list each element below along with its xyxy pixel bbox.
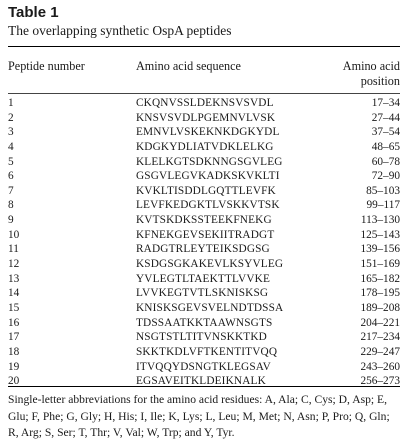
header-position-line2: position bbox=[360, 74, 400, 88]
amino-acid-position: 204–221 bbox=[360, 316, 400, 329]
amino-acid-position: 99–117 bbox=[366, 199, 400, 212]
amino-acid-position: 178–195 bbox=[360, 287, 400, 300]
amino-acid-position: 60–78 bbox=[371, 155, 400, 168]
peptide-number: 11 bbox=[8, 243, 19, 256]
amino-acid-position: 165–182 bbox=[360, 272, 400, 285]
amino-acid-position: 139–156 bbox=[360, 243, 400, 256]
amino-acid-sequence: KDGKYDLIATVDKLELKG bbox=[136, 140, 274, 153]
amino-acid-position: 189–208 bbox=[360, 301, 400, 314]
amino-acid-position: 72–90 bbox=[371, 170, 400, 183]
amino-acid-sequence: EGSAVEITKLDEIKNALK bbox=[136, 375, 266, 388]
amino-acid-sequence: KVTSKDKSSTEEKFNEKG bbox=[136, 214, 272, 227]
amino-acid-position: 48–65 bbox=[371, 140, 400, 153]
amino-acid-position: 27–44 bbox=[371, 111, 400, 124]
amino-acid-sequence: ITVQQYDSNGTKLEGSAV bbox=[136, 360, 271, 373]
table-row bbox=[8, 96, 400, 111]
amino-acid-sequence: KNSVSVDLPGEMNVLVSK bbox=[136, 111, 276, 124]
peptide-number: 3 bbox=[8, 126, 14, 139]
amino-acid-position: 85–103 bbox=[366, 184, 400, 197]
table-row bbox=[8, 257, 400, 272]
table-row bbox=[8, 330, 400, 345]
table-row bbox=[8, 345, 400, 360]
table-row bbox=[8, 228, 400, 243]
amino-acid-position: 151–169 bbox=[360, 258, 400, 271]
peptide-number: 9 bbox=[8, 214, 14, 227]
header-amino-acid-sequence: Amino acid sequence bbox=[136, 59, 241, 73]
header-amino-acid-position bbox=[343, 59, 400, 89]
peptide-number: 4 bbox=[8, 140, 14, 153]
table-row bbox=[8, 360, 400, 375]
amino-acid-sequence: KFNEKGEVSEKIITRADGT bbox=[136, 228, 275, 241]
table-row bbox=[8, 169, 400, 184]
peptide-number: 1 bbox=[8, 97, 14, 109]
table-row bbox=[8, 125, 400, 140]
amino-acid-sequence: RADGTRLEYTEIKSDGSG bbox=[136, 243, 270, 256]
table-row bbox=[8, 272, 400, 287]
table-row bbox=[8, 213, 400, 228]
header-position-line1: Amino acid bbox=[342, 59, 400, 73]
top-rule bbox=[8, 46, 400, 47]
amino-acid-sequence: LEVFKEDGKTLVSKKVTSK bbox=[136, 199, 280, 212]
peptide-number: 13 bbox=[8, 272, 20, 285]
table-row bbox=[8, 316, 400, 331]
amino-acid-sequence: GSGVLEGVKADKSKVKLTI bbox=[136, 170, 280, 183]
peptide-number: 2 bbox=[8, 111, 14, 124]
amino-acid-sequence: TDSSAATKKTAAWNSGTS bbox=[136, 316, 273, 329]
amino-acid-sequence: NSGTSTLTITVNSKKTKD bbox=[136, 331, 267, 344]
peptide-number: 15 bbox=[8, 301, 20, 314]
table-row bbox=[8, 242, 400, 257]
header-rule bbox=[8, 93, 400, 94]
amino-acid-sequence: EMNVLVSKEKNKDGKYDL bbox=[136, 126, 280, 139]
bottom-rule bbox=[8, 386, 400, 387]
peptide-number: 5 bbox=[8, 155, 14, 168]
amino-acid-sequence: YVLEGTLTAEKTTLVVKE bbox=[136, 272, 270, 285]
amino-acid-position: 229–247 bbox=[360, 345, 400, 358]
table-row bbox=[8, 155, 400, 170]
peptide-number: 10 bbox=[8, 228, 20, 241]
table-footnote: Single-letter abbreviations for the amino acid residues: A, Ala; C, Cys; D, Asp; E, Glu; F, Phe; G, Gly; H, His; I, Ile; K, Lys; L, Leu; M, Met; N, Asn; P, Pro; Q, Gln; R, Arg; S, Ser; T, Thr; V, Val; W, Trp; and Y, Tyr. bbox=[8, 393, 390, 439]
amino-acid-sequence: KSDGSGKAKEVLKSYVLEG bbox=[136, 258, 284, 271]
peptide-number: 19 bbox=[8, 360, 20, 373]
peptide-number: 14 bbox=[8, 287, 20, 300]
peptide-number: 6 bbox=[8, 170, 14, 183]
amino-acid-sequence: CKQNVSSLDEKNSVSVDL bbox=[136, 97, 274, 109]
peptide-number: 17 bbox=[8, 331, 20, 344]
table-row bbox=[8, 184, 400, 199]
amino-acid-sequence: LVVKEGTVTLSKNISKSG bbox=[136, 287, 269, 300]
peptide-number: 18 bbox=[8, 345, 20, 358]
table-row bbox=[8, 140, 400, 155]
header-peptide-number: Peptide number bbox=[8, 59, 85, 73]
peptide-number: 20 bbox=[8, 375, 20, 388]
peptide-number: 12 bbox=[8, 258, 20, 271]
table-caption: The overlapping synthetic OspA peptides bbox=[8, 23, 232, 38]
amino-acid-position: 243–260 bbox=[360, 360, 400, 373]
amino-acid-sequence: KNISKSGEVSVELNDTDSSA bbox=[136, 301, 284, 314]
table-row bbox=[8, 301, 400, 316]
table-row bbox=[8, 198, 400, 213]
table-row bbox=[8, 111, 400, 126]
amino-acid-position: 113–130 bbox=[360, 214, 400, 227]
amino-acid-sequence: KVKLTISDDLGQTTLEVFK bbox=[136, 184, 276, 197]
table-body bbox=[8, 96, 400, 389]
peptide-number: 7 bbox=[8, 184, 14, 197]
amino-acid-position: 37–54 bbox=[371, 126, 400, 139]
amino-acid-position: 256–273 bbox=[360, 375, 400, 388]
table-row bbox=[8, 286, 400, 301]
table-label: Table 1 bbox=[8, 4, 59, 21]
amino-acid-position: 125–143 bbox=[360, 228, 400, 241]
amino-acid-sequence: KLELKGTSDKNNGSGVLEG bbox=[136, 155, 283, 168]
peptide-number: 16 bbox=[8, 316, 20, 329]
amino-acid-position: 217–234 bbox=[360, 331, 400, 344]
peptide-number: 8 bbox=[8, 199, 14, 212]
amino-acid-sequence: SKKTKDLVFTKENTITVQQ bbox=[136, 345, 278, 358]
amino-acid-position: 17–34 bbox=[371, 97, 400, 109]
